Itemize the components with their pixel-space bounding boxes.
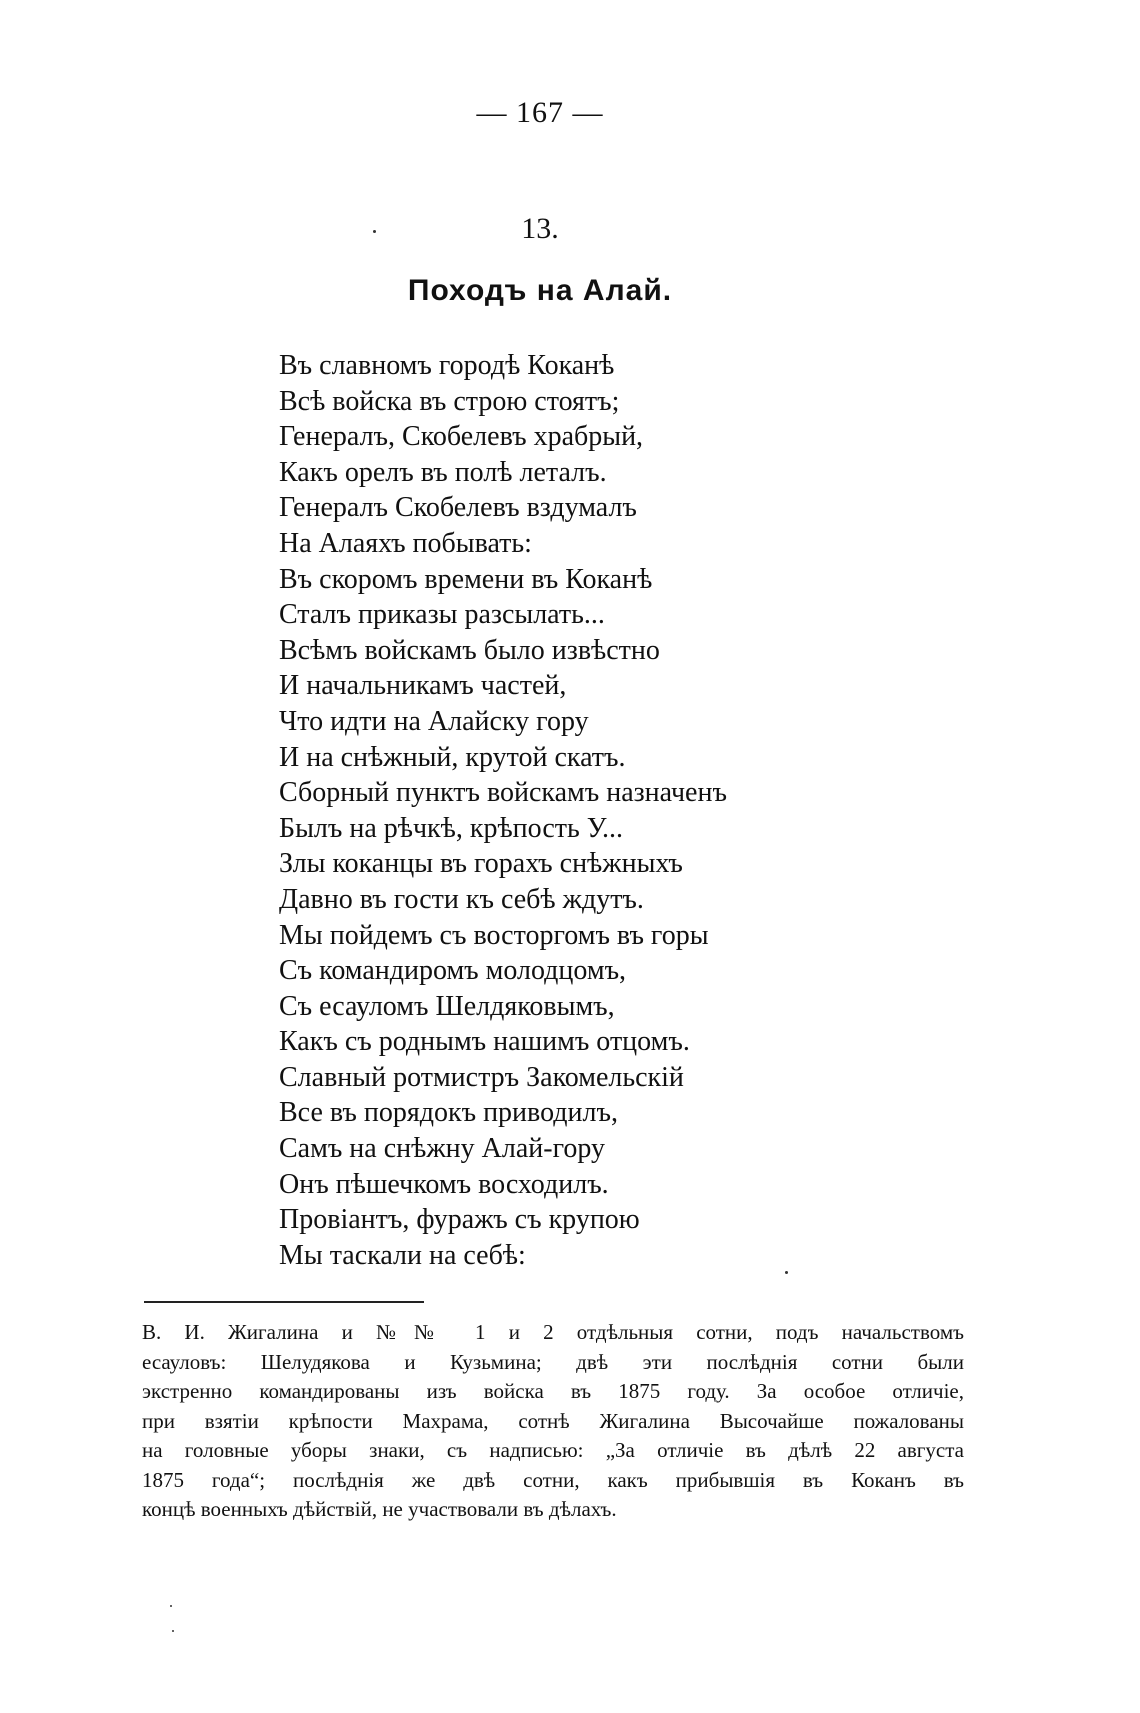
poem-line: Самъ на снѣжну Алай-гору	[279, 1133, 606, 1165]
poem-title: Походъ на Алай.	[407, 274, 673, 307]
poem-line: Сталъ приказы разсылать...	[279, 599, 605, 631]
poem-line: Былъ на рѣчкѣ, крѣпость У...	[279, 812, 624, 844]
poem-line: Съ командиромъ молодцомъ,	[279, 955, 627, 987]
print-speck	[170, 1605, 172, 1607]
poem-line: И на снѣжный, крутой скатъ.	[279, 741, 626, 773]
footnote-line: В. И. Жигалина и №№ 1 и 2 отдѣльныя сотни, подъ начальствомъ	[142, 1320, 964, 1344]
poem-line: Всѣ войска въ строю стоятъ;	[279, 385, 620, 417]
print-speck	[172, 1630, 174, 1632]
poem-body	[279, 348, 727, 1273]
poem-line: Все въ порядокъ приводилъ,	[279, 1097, 618, 1129]
poem-line: Провіантъ, фуражъ съ крупою	[279, 1204, 640, 1236]
poem-line: Давно въ гости къ себѣ ждутъ.	[279, 883, 644, 915]
poem-line: На Алаяхъ побывать:	[279, 527, 532, 559]
poem-line: Злы коканцы въ горахъ снѣжныхъ	[279, 848, 683, 880]
poem-line: Въ скоромъ времени въ Коканѣ	[279, 563, 653, 595]
print-speck	[785, 1271, 788, 1274]
poem-line: Всѣмъ войскамъ было извѣстно	[279, 634, 660, 666]
poem-line: Славный ротмистръ Закомельскій	[279, 1061, 684, 1093]
print-speck	[373, 230, 376, 233]
poem-line: Онъ пѣшечкомъ восходилъ.	[279, 1168, 609, 1200]
footnote-line: на головные уборы знаки, съ надписью: „За отличіе въ дѣлѣ 22 августа	[142, 1438, 964, 1462]
footnote-line: экстренно командированы изъ войска въ 1875 году. За особое отличіе,	[142, 1379, 964, 1403]
poem-line: Съ есауломъ Шелдяковымъ,	[279, 990, 615, 1022]
poem-line: Въ славномъ городѣ Коканѣ	[279, 350, 615, 381]
poem-line: Мы пойдемъ съ восторгомъ въ горы	[279, 919, 709, 951]
poem-line: Какъ съ роднымъ нашимъ отцомъ.	[279, 1026, 690, 1058]
footnote	[142, 1318, 964, 1525]
poem-line: Что идти на Алайску гору	[279, 705, 589, 737]
poem-line: Генералъ, Скобелевъ храбрый,	[279, 421, 644, 453]
poem-line: Сборный пунктъ войскамъ назначенъ	[279, 777, 727, 809]
poem-line: Генералъ Скобелевъ вздумалъ	[279, 492, 637, 524]
footnote-line: при взятіи крѣпости Махрама, сотнѣ Жигалина Высочайше пожалованы	[142, 1408, 964, 1433]
footnote-line: 1875 года“; послѣднія же двѣ сотни, какъ прибывшія въ Коканъ въ	[142, 1467, 964, 1492]
poem-line: И начальникамъ частей,	[279, 670, 567, 702]
footnote-line: есауловъ: Шелудякова и Кузьмина; двѣ эти послѣднія сотни были	[142, 1349, 964, 1374]
poem-line: Какъ орелъ въ полѣ леталъ.	[279, 456, 607, 488]
section-number: 13.	[521, 212, 559, 245]
page-number: — 167 —	[476, 96, 604, 129]
footnote-line: концѣ военныхъ дѣйствій, не участвовали въ дѣлахъ.	[142, 1497, 617, 1521]
footnote-divider	[144, 1301, 424, 1303]
poem-line: Мы таскали на себѣ:	[279, 1239, 526, 1271]
